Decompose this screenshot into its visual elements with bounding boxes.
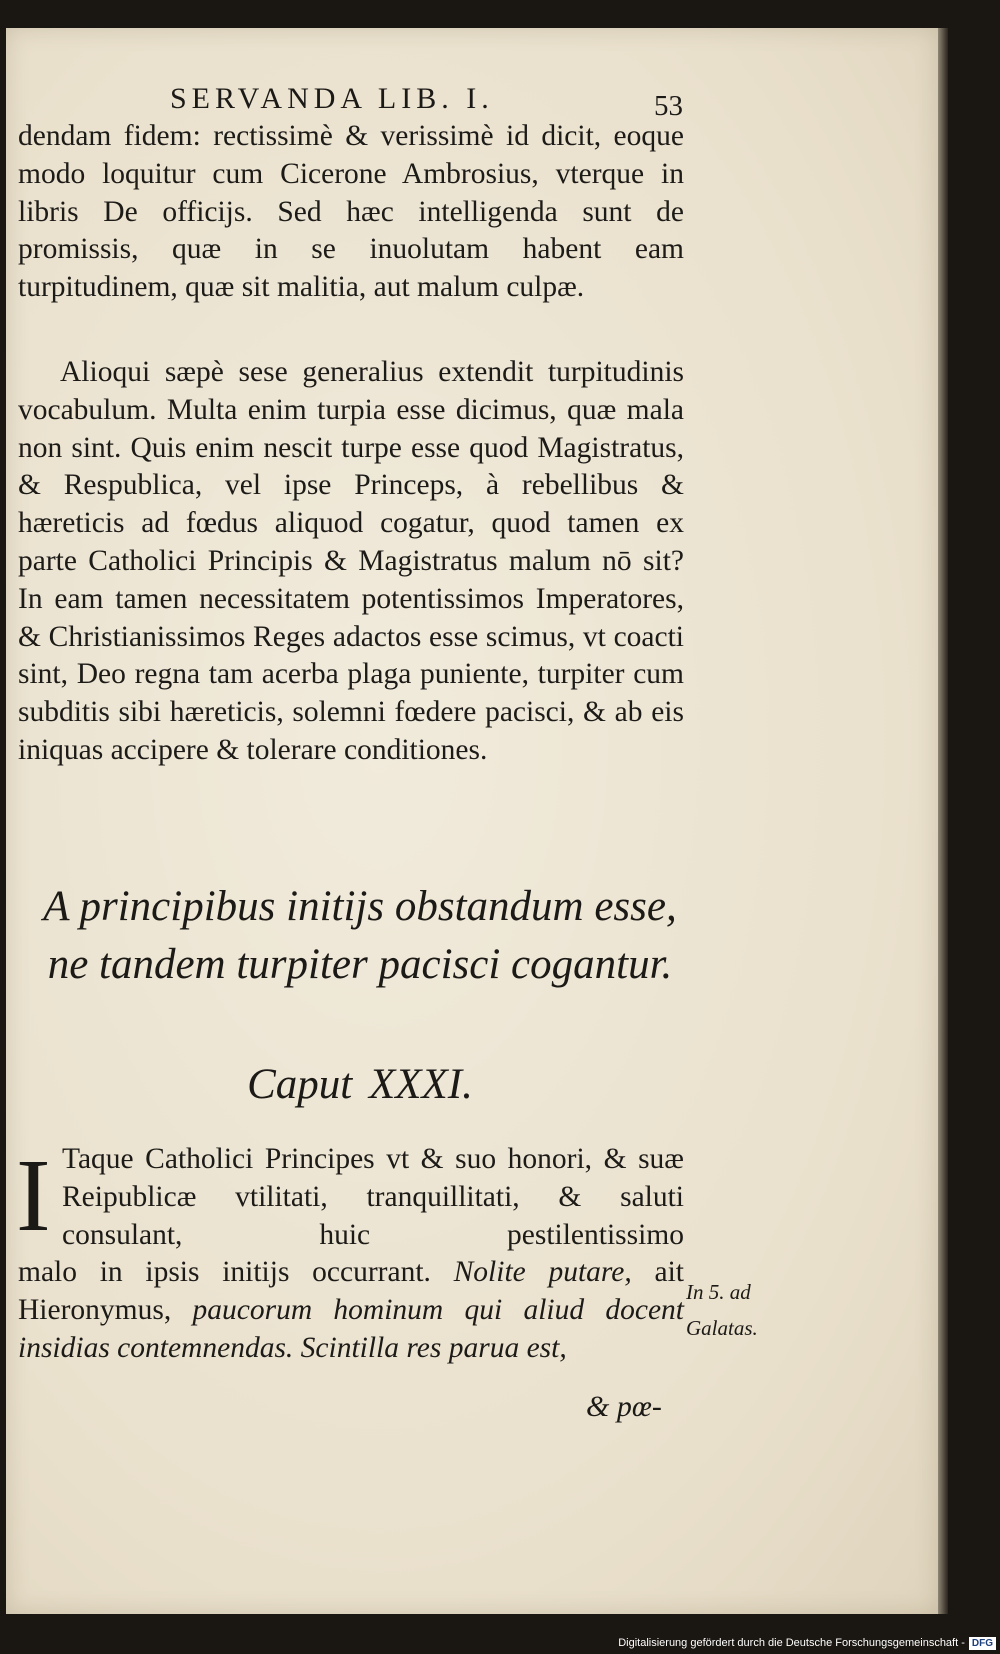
paragraph-1: dendam fidem: rectissimè & verissimè id dicit, eoque modo loquitur cum Cicerone Ambrosius, vterque in libris De officijs. Sed hæc intelligenda sunt de promissis, quæ in se inuolutam habent eam turpitudinem, quæ sit malitia, aut malum culpæ.: [18, 120, 684, 304]
footer-credit: Digitalisierung gefördert durch die Deutsche Forschungsgemeinschaft -: [618, 1637, 965, 1649]
page-number: 53: [654, 90, 683, 122]
chapter-continuation: [18, 1254, 684, 1367]
drop-cap: I: [16, 1138, 51, 1253]
catchword: & pœ-: [586, 1390, 662, 1423]
dfg-logo: DFG: [969, 1637, 996, 1650]
line4-italic: Nolite putare,: [453, 1256, 632, 1288]
running-header: SERVANDA LIB. I.: [170, 82, 494, 115]
digitization-footer: [560, 1635, 996, 1651]
page-edge: [938, 28, 948, 1614]
chapter-opening: Taque Catholici Principes vt & suo honori, & suæ Reipublicæ vtilitati, tranquillitati, & saluti consulant, huic pestilentissimo: [62, 1143, 684, 1251]
marginal-note: In 5. ad Galatas.: [686, 1280, 758, 1340]
line5-roman: ait Hieronymus,: [18, 1256, 684, 1326]
line5-italic: paucorum hominum qui aliud docent insidias contemnendas. Scintilla res parua est,: [18, 1293, 685, 1364]
section-heading: A principibus initijs obstandum esse, ne tandem turpiter pacisci cogantur.: [43, 883, 677, 988]
chapter-title: Caput XXXI.: [247, 1061, 473, 1108]
line4-roman: malo in ipsis initijs occurrant.: [18, 1256, 454, 1288]
paragraph-2: Alioqui sæpè sese generalius extendit turpitudinis vocabulum. Multa enim turpia esse dicimus, quæ mala non sint. Quis enim nescit turpe esse quod Magistratus, & Respublica, vel ipse Princeps, à rebellibus & hæreticis ad fœdus aliquod cogatur, quod tamen ex parte Catholici Principis & Magistratus malum nō sit? In eam tamen necessitatem potentissimos Imperatores, & Christianissimos Reges adactos esse scimus, vt coacti sint, Deo regna tam acerba plaga puniente, turpiter cum subditis sibi hæreticis, solemni fœdere pacisci, & ab eis iniquas accipere & tolerare conditiones.: [18, 356, 684, 766]
